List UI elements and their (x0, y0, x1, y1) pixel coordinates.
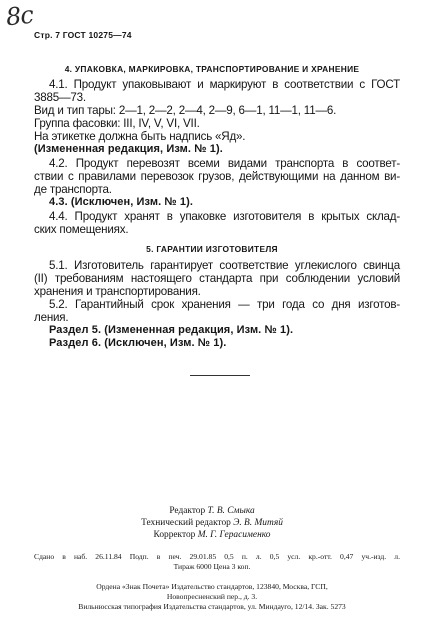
paragraph-line: хранения и транспортирования. (34, 285, 201, 298)
editor-credit (0, 506, 424, 517)
tech-editor-label: Технический редактор (141, 518, 231, 528)
paragraph-line: 4.4. Продукт хранят в упаковке изготовителя в крытых склад- (49, 210, 400, 223)
paragraph-line: ления. (34, 311, 69, 324)
imprint-line: Вильнюсская типография Издательства стандартов, ул. Миндауго, 12/14. Зак. 5273 (78, 602, 346, 611)
tech-editor-name: Э. В. Митяй (233, 518, 283, 528)
tech-editor-credit (0, 518, 424, 529)
amendment-note: 4.3. (Исключен, Изм. № 1). (49, 196, 194, 208)
imprint-line: Ордена «Знак Почета» Издательство стандартов, 123840, Москва, ГСП, (96, 582, 328, 591)
amendment-note: Раздел 6. (Исключен, Изм. № 1). (49, 337, 227, 349)
imprint-line: Сдано в наб. 26.11.84 Подп. в печ. 29.01.85 0,5 п. л. 0,5 усл. кр.-отт. 0,47 уч.-изд. л. (34, 552, 400, 561)
proofreader-credit (0, 530, 424, 541)
imprint-line: Тираж 6000 Цена 3 коп. (173, 562, 251, 571)
paragraph-line: 5.1. Изготовитель гарантирует соответствие углекислого свинца (49, 259, 400, 272)
section-5-heading: 5. ГАРАНТИИ ИЗГОТОВИТЕЛЯ (146, 244, 278, 254)
paragraph-line: Вид и тип тары: 2—1, 2—2, 2—4, 2—9, 6—1, 11—1, 11—6. (34, 104, 337, 117)
paragraph-line: 5.2. Гарантийный срок хранения — три года со дня изготов- (49, 298, 400, 311)
paragraph-line: 3885—73. (34, 91, 86, 104)
paragraph-line: 4.1. Продукт упаковывают и маркируют в соответствии с ГОСТ (49, 78, 400, 91)
proofreader-name: М. Г. Герасименко (197, 530, 271, 540)
paragraph-line: 4.2. Продукт перевозят всеми видами транспорта в соответ- (49, 157, 400, 170)
imprint-line: Новопресненский пер., д. 3. (166, 592, 258, 601)
paragraph-line: На этикетке должна быть надпись «Яд». (34, 130, 246, 143)
proofreader-label: Корректор (153, 530, 196, 540)
paragraph-line: ствии с правилами перевозок грузов, действующими на данном ви- (34, 170, 400, 183)
paragraph-line: ских помещениях. (34, 223, 129, 236)
section-4-heading: 4. УПАКОВКА, МАРКИРОВКА, ТРАНСПОРТИРОВАНИЕ И ХРАНЕНИЕ (64, 64, 360, 74)
editor-label: Редактор (169, 506, 206, 516)
page-header: Стр. 7 ГОСТ 10275—74 (34, 30, 132, 40)
paragraph-line: (II) требованиям настоящего стандарта при соблюдении условий (34, 272, 400, 285)
handwritten-page-note: 8c (4, 0, 35, 32)
section-divider (190, 375, 250, 376)
paragraph-line: Группа фасовки: III, IV, V, VI, VII. (34, 117, 200, 130)
editor-name: Т. В. Смыка (207, 506, 255, 516)
amendment-note: (Измененная редакция, Изм. № 1). (34, 143, 223, 155)
paragraph-line: де транспорта. (34, 183, 112, 196)
amendment-note: Раздел 5. (Измененная редакция, Изм. № 1). (49, 324, 294, 336)
